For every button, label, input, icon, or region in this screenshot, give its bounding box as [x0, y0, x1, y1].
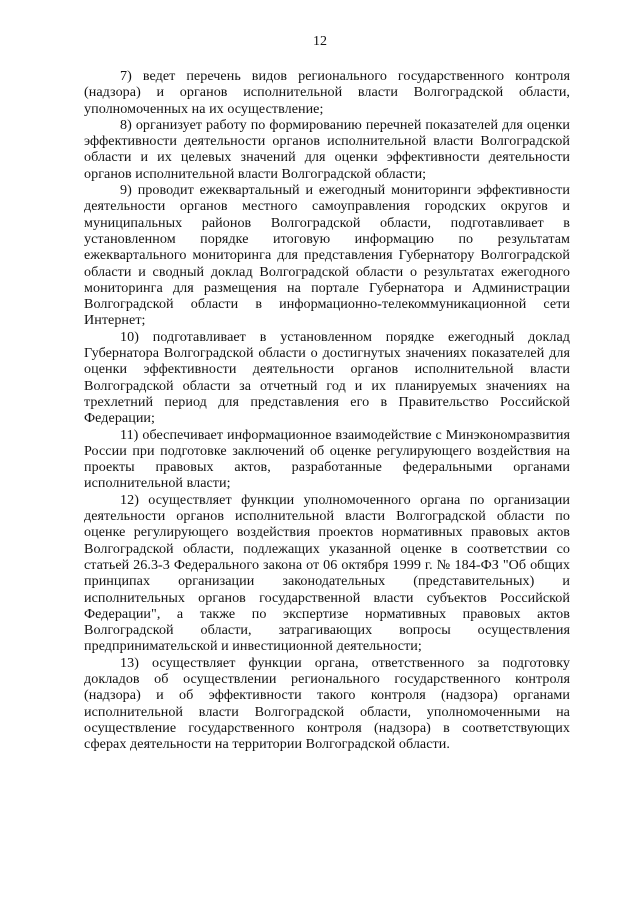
paragraph-item-7: 7) ведет перечень видов регионального государственного контроля (надзора) и органов исполнительной власти Волгоградской области, уполномоченных на их осуществление;	[84, 68, 570, 117]
paragraph-item-8: 8) организует работу по формированию перечней показателей для оценки эффективности деятельности органов исполнительной власти Волгоградской области и их целевых значений для оценки эффективности деятельности органов исполнительной власти Волгоградской области;	[84, 116, 570, 182]
paragraph-item-10: 10) подготавливает в установленном порядке ежегодный доклад Губернатора Волгоградской области о достигнутых значениях показателей для оценки эффективности деятельности органов исполнительной власти Волгоградской области за отчетный год и их планируемых значениях на трехлетний период для представления его в Правительство Российской Федерации;	[84, 328, 570, 427]
paragraph-item-9: 9) проводит ежеквартальный и ежегодный мониторинги эффективности деятельности органов местного самоуправления городских округов и муниципальных районов Волгоградской области, подготавливает в установленном порядке итоговую информацию по результатам ежеквартального мониторинга для представления Губернатору Волгоградской области и сводный доклад Волгоградской области о результатах ежегодного мониторинга для размещения на портале Губернатора и Администрации Волгоградской области в информационно-телекоммуникационной сети Интернет;	[84, 182, 570, 329]
paragraph-item-12: 12) осуществляет функции уполномоченного органа по организации деятельности органов исполнительной власти Волгоградской области по оценке регулирующего воздействия проектов нормативных правовых актов Волгоградской области, подлежащих указанной оценке в соответствии со статьей 26.3-3 Федерального закона от 06 октября 1999 г. № 184-ФЗ "Об общих принципах организации законодательных (представительных) и исполнительных органов государственной власти субъектов Российской Федерации", а также по экспертизе нормативных правовых актов Волгоградской области, затрагивающих вопросы осуществления предпринимательской и инвестиционной деятельности;	[84, 491, 570, 655]
paragraph-item-11: 11) обеспечивает информационное взаимодействие с Минэкономразвития России при подготовке заключений об оценке регулирующего воздействия на проекты правовых актов, разработанные федеральными органами исполнительной власти;	[84, 426, 570, 492]
page-number: 12	[313, 34, 327, 49]
document-body	[84, 68, 570, 752]
paragraph-item-13: 13) осуществляет функции органа, ответственного за подготовку докладов об осуществлении регионального государственного контроля (надзора) и об эффективности такого контроля (надзора) органами исполнительной власти Волгоградской области, уполномоченными на осуществление государственного контроля (надзора) в соответствующих сферах деятельности на территории Волгоградской области.	[84, 654, 570, 753]
